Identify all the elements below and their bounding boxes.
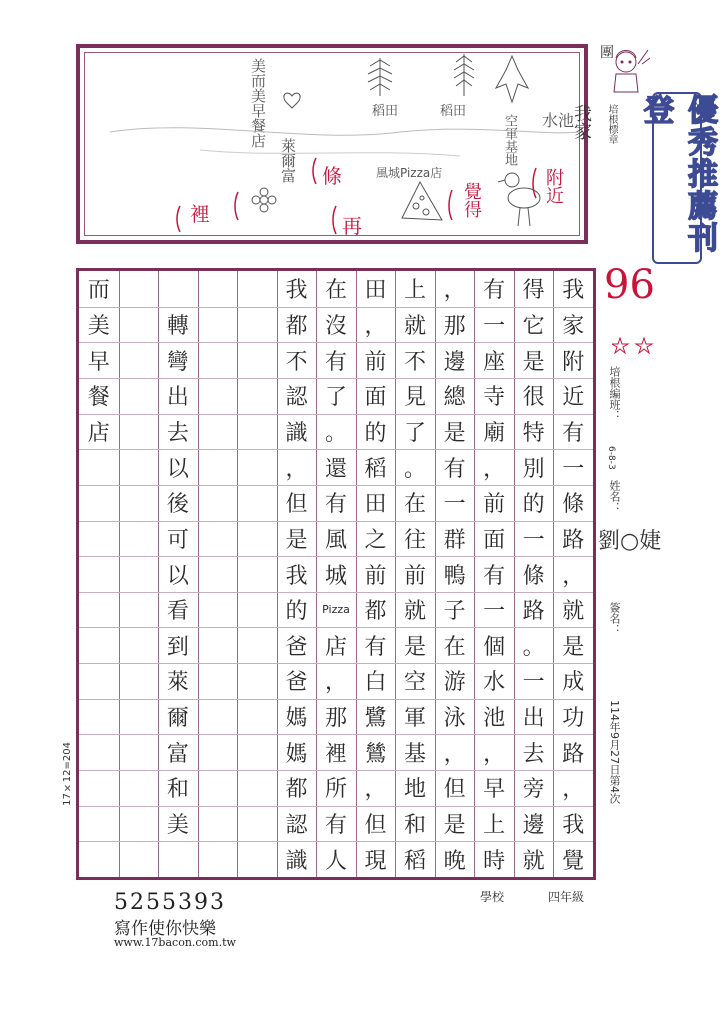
grid-character: 都 (364, 599, 387, 625)
student-name: 劉○婕 (598, 529, 662, 554)
name-label: 姓名： (608, 480, 621, 513)
grid-character: 子 (443, 599, 466, 625)
group-label: 團 (600, 45, 614, 61)
grid-character: 有 (562, 420, 585, 446)
grid-character: 附 (562, 349, 585, 375)
grid-column-line (435, 271, 436, 877)
grid-character: 旁 (522, 777, 545, 803)
grid-character: 認 (285, 385, 308, 411)
grid-character: 出 (522, 706, 545, 732)
grid-character: 萊 (166, 670, 189, 696)
grid-character: 那 (324, 706, 347, 732)
grid-character: Pizza (322, 603, 350, 617)
airplane-icon (496, 56, 528, 102)
grid-column-line (514, 271, 515, 877)
grid-character: ， (324, 670, 347, 696)
title-char-1: 我 (571, 104, 592, 122)
grid-character: 近 (562, 385, 585, 411)
grid-column-line (316, 271, 317, 877)
grid-character: 沒 (324, 313, 347, 339)
grid-character: 稻 (364, 456, 387, 482)
grid-character: 彎 (166, 349, 189, 375)
grid-character: 一 (483, 313, 506, 339)
grid-character: 條 (562, 492, 585, 518)
grid-character: 可 (166, 527, 189, 553)
grid-character: 在 (443, 634, 466, 660)
grid-character: 有 (483, 563, 506, 589)
title-char-2: 家 (571, 122, 592, 140)
grid-character: 是 (443, 420, 466, 446)
grid-character: 而 (87, 278, 110, 304)
grid-character: 是 (285, 527, 308, 553)
grid-character: 裡 (324, 741, 347, 767)
grid-character: 軍 (404, 706, 427, 732)
grid-column-line (277, 271, 278, 877)
grid-character: 群 (443, 527, 466, 553)
grid-character: 有 (364, 634, 387, 660)
grid-character: 還 (324, 456, 347, 482)
grid-character: 爾 (166, 706, 189, 732)
class-value: 6-8-3 (606, 446, 616, 470)
grid-character: 就 (404, 599, 427, 625)
grid-character: ， (483, 456, 506, 482)
grid-character: 都 (285, 313, 308, 339)
grid-character: 池 (483, 706, 506, 732)
score: 96 (604, 262, 655, 308)
grid-character: 一 (522, 527, 545, 553)
grid-character: 就 (522, 848, 545, 874)
teacher-stars-icon (612, 336, 660, 354)
grid-character: ， (443, 741, 466, 767)
grid-character: 去 (522, 741, 545, 767)
grid-character: 面 (483, 527, 506, 553)
grid-character: ， (364, 313, 387, 339)
grid-character: 但 (364, 813, 387, 839)
grid-character: 但 (443, 777, 466, 803)
title-char-wo-jia (568, 104, 594, 140)
teacher-mark-bracket-4 (333, 206, 336, 234)
grid-character: 鷥 (364, 741, 387, 767)
grid-character: 識 (285, 848, 308, 874)
grid-character: 個 (483, 634, 506, 660)
grid-character: 爸 (285, 670, 308, 696)
teacher-note-jue-de: 覺得 (461, 182, 482, 218)
grid-character: 人 (324, 848, 347, 874)
grid-character: 上 (404, 278, 427, 304)
breakfast-shop-label: 美而美早餐店 (249, 58, 267, 148)
footer-slogan: 寫作使你快樂 (114, 919, 216, 939)
grid-character: 是 (562, 634, 585, 660)
rice-field-label: 稻田 (372, 104, 399, 119)
grid-size-label: 17×12=204 (62, 742, 73, 806)
teacher-note-tiao: 條 (322, 164, 342, 188)
grid-character: 爸 (285, 634, 308, 660)
grid-character: 廟 (483, 420, 506, 446)
road-sketch (110, 128, 580, 136)
title-char-3: 附 (543, 168, 564, 186)
drawing-sketches (80, 48, 584, 240)
grid-character: 一 (562, 456, 585, 482)
grid-character: 。 (404, 456, 427, 482)
grid-character: 一 (443, 492, 466, 518)
grid-character: 就 (404, 313, 427, 339)
grid-character: 都 (285, 777, 308, 803)
recommended-badge (638, 92, 717, 264)
grid-character: 有 (324, 492, 347, 518)
grid-character: ， (562, 563, 585, 589)
grid-character: ， (285, 456, 308, 482)
grid-character: 那 (443, 313, 466, 339)
teacher-mark-bracket-6 (533, 168, 536, 198)
grid-character: 一 (483, 599, 506, 625)
grid-character: 鴨 (443, 563, 466, 589)
title-char-4: 近 (543, 186, 564, 204)
grid-character: 地 (404, 777, 427, 803)
grid-character: 得 (522, 278, 545, 304)
grid-character: 店 (87, 420, 110, 446)
grid-character: 不 (404, 349, 427, 375)
heart-icon (284, 93, 300, 108)
grid-character: 前 (364, 563, 387, 589)
grid-character: 前 (483, 492, 506, 518)
footer-url: www.17bacon.com.tw (114, 936, 236, 949)
grid-character: 的 (285, 599, 308, 625)
grid-character: 覺 (562, 848, 585, 874)
grid-character: 。 (324, 420, 347, 446)
grid-character: 是 (522, 349, 545, 375)
grid-character: 我 (562, 813, 585, 839)
rice-field-label-2: 稻田 (440, 104, 467, 119)
grid-character: 在 (404, 492, 427, 518)
grid-character: 風 (324, 527, 347, 553)
teacher-mark-bracket-3 (313, 158, 316, 184)
grid-character: 後 (166, 492, 189, 518)
grid-character: 有 (324, 349, 347, 375)
grid-character: 稻 (404, 848, 427, 874)
grid-column-line (119, 271, 120, 877)
grid-character: 富 (166, 741, 189, 767)
grid-character: 出 (166, 385, 189, 411)
grid-character: 媽 (285, 741, 308, 767)
grid-character: 座 (483, 349, 506, 375)
grid-character: ， (483, 741, 506, 767)
grid-character: 早 (87, 349, 110, 375)
badge-text: 優秀推薦刊登 (638, 94, 717, 254)
class-label: 培根編班： (608, 366, 621, 421)
grid-character: 總 (443, 385, 466, 411)
grid-character: 很 (522, 385, 545, 411)
grid-character: 泳 (443, 706, 466, 732)
grid-character: 到 (166, 634, 189, 660)
grade-label: 四年級 (548, 890, 585, 904)
grid-character: 路 (522, 599, 545, 625)
tree-icon (368, 58, 392, 96)
grid-character: 和 (404, 813, 427, 839)
teacher-note-li: 裡 (190, 202, 210, 226)
grid-character: 早 (483, 777, 506, 803)
grid-character: 了 (324, 385, 347, 411)
grid-character: 家 (562, 313, 585, 339)
grid-character: 有 (483, 278, 506, 304)
grid-character: 但 (285, 492, 308, 518)
grid-character: 它 (522, 313, 545, 339)
grid-character: 媽 (285, 706, 308, 732)
lai-er-fu-label: 萊爾富 (279, 138, 297, 183)
grid-column-line (474, 271, 475, 877)
grid-character: 往 (404, 527, 427, 553)
school-label: 學校 (480, 890, 505, 904)
pizza-slice-icon (402, 182, 442, 220)
footer-number: 5255393 (114, 890, 226, 915)
grid-character: 別 (522, 456, 545, 482)
grid-character: 我 (562, 278, 585, 304)
grid-character: 晚 (443, 848, 466, 874)
title-char-fu-jin (540, 168, 566, 204)
grid-character: 前 (364, 349, 387, 375)
grid-character: 田 (364, 278, 387, 304)
grid-character: 田 (364, 492, 387, 518)
sign-label: 簽名： (608, 602, 621, 635)
grid-character: 認 (285, 813, 308, 839)
grid-character: 有 (443, 456, 466, 482)
grid-character: 空 (404, 670, 427, 696)
grid-character: 面 (364, 385, 387, 411)
road-sketch-2 (200, 150, 460, 156)
grid-character: 是 (404, 634, 427, 660)
teacher-note-zai: 再 (342, 214, 362, 238)
grid-character: 水 (483, 670, 506, 696)
grid-column-line (158, 271, 159, 877)
grid-character: 在 (324, 278, 347, 304)
grid-character: 之 (364, 527, 387, 553)
grid-character: 轉 (166, 313, 189, 339)
grid-character: 以 (166, 563, 189, 589)
grid-character: 條 (522, 563, 545, 589)
grid-character: 見 (404, 385, 427, 411)
grid-character: 美 (87, 313, 110, 339)
grid-character: 看 (166, 599, 189, 625)
grid-character: 所 (324, 777, 347, 803)
tree-icon-2 (454, 54, 474, 96)
grid-character: 基 (404, 741, 427, 767)
grid-character: 路 (562, 741, 585, 767)
grid-character: ， (443, 278, 466, 304)
grid-column-line (395, 271, 396, 877)
tag-label: 培根標章 (606, 104, 617, 144)
grid-character: 特 (522, 420, 545, 446)
air-base-label: 空軍基地 (502, 114, 517, 166)
grid-character: 美 (166, 813, 189, 839)
grid-character: 白 (364, 670, 387, 696)
grid-column-line (553, 271, 554, 877)
grid-character: 成 (562, 670, 585, 696)
grid-column-line (198, 271, 199, 877)
grid-character: 的 (364, 420, 387, 446)
grid-character: 不 (285, 349, 308, 375)
grid-character: 去 (166, 420, 189, 446)
grid-character: 現 (364, 848, 387, 874)
grid-character: 邊 (443, 349, 466, 375)
grid-character: 店 (324, 634, 347, 660)
grid-character: 寺 (483, 385, 506, 411)
grid-character: 有 (324, 813, 347, 839)
grid-character: 時 (483, 848, 506, 874)
grid-character: 路 (562, 527, 585, 553)
grid-character: 我 (285, 563, 308, 589)
teacher-mark-bracket-2 (235, 192, 238, 220)
grid-character: 游 (443, 670, 466, 696)
grid-character: 前 (404, 563, 427, 589)
grid-character: 上 (483, 813, 506, 839)
grid-character: 我 (285, 278, 308, 304)
grid-character: 和 (166, 777, 189, 803)
teacher-mark-bracket-5 (449, 190, 452, 220)
date-label: 114年9月27日第4次 (608, 700, 621, 804)
grid-character: 的 (522, 492, 545, 518)
grid-character: 功 (562, 706, 585, 732)
grid-character: ， (364, 777, 387, 803)
grid-character: 。 (522, 634, 545, 660)
grid-character: 一 (522, 670, 545, 696)
pizza-shop-label: 風城Pizza店 (376, 166, 443, 180)
grid-character: 了 (404, 420, 427, 446)
grid-character: 城 (324, 563, 347, 589)
grid-character: 就 (562, 599, 585, 625)
grid-character: 以 (166, 456, 189, 482)
grid-character: 識 (285, 420, 308, 446)
grid-character: 是 (443, 813, 466, 839)
grid-column-line (356, 271, 357, 877)
writing-grid (76, 268, 596, 880)
pond-label: 水池 (542, 111, 575, 130)
grid-column-line (237, 271, 238, 877)
flower-icon (252, 188, 276, 212)
grid-character: 鷺 (364, 706, 387, 732)
grid-character: 餐 (87, 385, 110, 411)
teacher-mark-bracket (177, 206, 180, 232)
grid-character: 邊 (522, 813, 545, 839)
grid-character: ， (562, 777, 585, 803)
